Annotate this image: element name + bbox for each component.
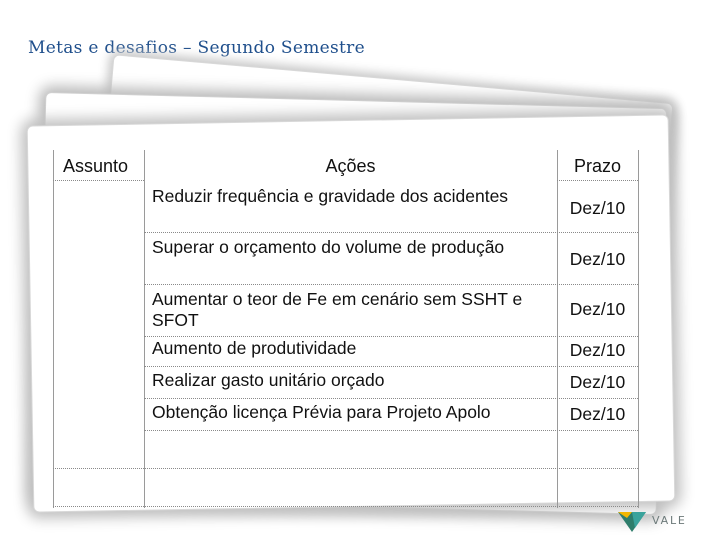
row-divider (144, 232, 638, 233)
row-divider (144, 366, 638, 367)
deadline-cell: Dez/10 (569, 299, 626, 319)
action-cell: Aumentar o teor de Fe em cenário sem SSHT e SFOT (152, 289, 523, 330)
action-cell: Realizar gasto unitário orçado (152, 370, 385, 390)
row-divider (144, 430, 638, 431)
vale-logo-text: VALE (652, 514, 687, 527)
deadline-cell: Dez/10 (569, 249, 626, 269)
table-border-right (638, 150, 639, 508)
goals-table (53, 150, 639, 508)
action-cell: Aumento de produtividade (152, 338, 357, 358)
header-acoes: Ações (325, 156, 376, 176)
row-divider (557, 180, 638, 181)
row-divider (53, 180, 144, 181)
row-divider (144, 284, 638, 285)
deadline-cell: Dez/10 (569, 198, 626, 218)
row-divider (144, 398, 638, 399)
column-divider (144, 150, 145, 508)
action-cell: Superar o orçamento do volume de produção (152, 237, 505, 257)
header-prazo: Prazo (573, 156, 622, 176)
action-cell: Reduzir frequência e gravidade dos acidentes (152, 186, 509, 206)
table-border-left (53, 150, 54, 508)
deadline-cell: Dez/10 (569, 340, 626, 360)
row-divider (144, 336, 638, 337)
deadline-cell: Dez/10 (569, 404, 626, 424)
header-assunto: Assunto (63, 156, 129, 176)
deadline-cell: Dez/10 (569, 372, 626, 392)
row-divider (53, 468, 638, 469)
action-cell: Obtenção licença Prévia para Projeto Apolo (152, 402, 491, 422)
title: Metas e desafios – Segundo Semestre (28, 38, 365, 58)
table-border-bottom (53, 506, 638, 507)
